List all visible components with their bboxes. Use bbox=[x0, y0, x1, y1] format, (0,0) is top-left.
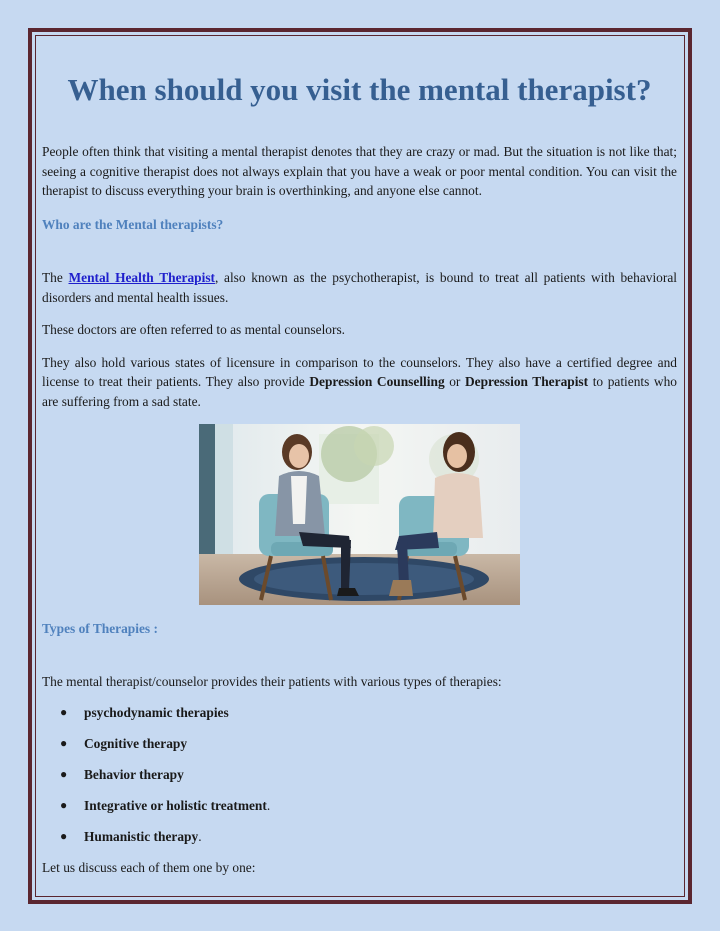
depression-counselling-term: Depression Counselling bbox=[309, 374, 445, 389]
therapist-definition-paragraph bbox=[42, 268, 677, 307]
therapy-tail: . bbox=[198, 829, 202, 844]
bullet-icon: ● bbox=[60, 705, 68, 719]
intro-paragraph: People often think that visiting a mental therapist denotes that they are crazy or mad. But the situation is not like that; seeing a cognitive therapist does not always explain that you have a weak or poor mental condition. You can visit the therapist to discuss everything your brain is overthinking, and anyone else cannot. bbox=[42, 144, 677, 198]
page-title: When should you visit the mental therapist? bbox=[67, 72, 652, 107]
therapy-session-photo bbox=[199, 424, 520, 605]
para2-suffix: , also known as the psychotherapist, is bound to treat all patients with behavioral disorders and mental health issues. bbox=[42, 270, 677, 305]
section-heading-types: Types of Therapies : bbox=[42, 621, 158, 636]
therapies-list bbox=[42, 703, 677, 858]
licensure-paragraph bbox=[42, 353, 677, 412]
list-item bbox=[42, 827, 677, 858]
list-item bbox=[42, 734, 677, 765]
list-item bbox=[42, 703, 677, 734]
list-item bbox=[42, 765, 677, 796]
section-heading-who: Who are the Mental therapists? bbox=[42, 216, 224, 232]
bullet-icon: ● bbox=[60, 736, 68, 750]
bullet-icon: ● bbox=[60, 798, 68, 812]
therapies-intro-paragraph: The mental therapist/counselor provides their patients with various types of therapies: bbox=[42, 673, 502, 689]
therapy-name: Behavior therapy bbox=[84, 767, 184, 782]
therapy-name: psychodynamic therapies bbox=[84, 705, 229, 720]
therapy-name: Integrative or holistic treatment bbox=[84, 798, 267, 813]
therapy-name: Humanistic therapy bbox=[84, 829, 199, 844]
document-body bbox=[42, 70, 677, 878]
para4-text1: They also hold various states of licensure in comparison to the counselors. They also have a certified degree and license to treat their patients. They also provide bbox=[42, 354, 677, 389]
closing-paragraph: Let us discuss each of them one by one: bbox=[42, 860, 256, 875]
bullet-icon: ● bbox=[60, 767, 68, 781]
para2-prefix: The bbox=[42, 270, 69, 285]
para4-text3: to patients who are suffering from a sad state. bbox=[42, 374, 677, 409]
mental-health-therapist-link[interactable]: Mental Health Therapist bbox=[68, 270, 215, 285]
bullet-icon: ● bbox=[60, 829, 68, 843]
para4-text2: or bbox=[444, 374, 465, 389]
therapy-name: Cognitive therapy bbox=[84, 736, 188, 751]
counselors-paragraph: These doctors are often referred to as mental counselors. bbox=[42, 322, 346, 337]
depression-therapist-term: Depression Therapist bbox=[464, 374, 589, 389]
list-item bbox=[42, 796, 677, 827]
therapy-tail: . bbox=[266, 798, 271, 813]
